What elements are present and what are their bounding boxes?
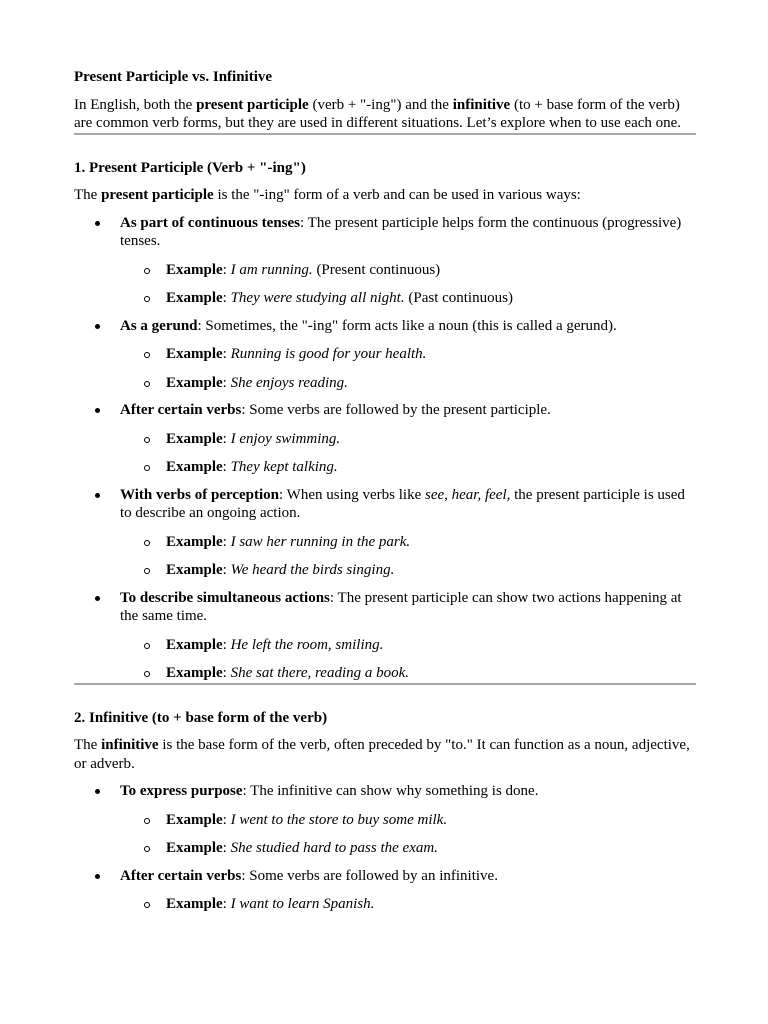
example-sentence: I saw her running in the park. — [230, 533, 411, 550]
para-text: The — [74, 737, 102, 753]
example-sentence: Running is good for your health. — [230, 346, 427, 362]
example-label: Example — [166, 374, 223, 391]
section-divider — [74, 133, 696, 135]
example-sentence: I went to the store to buy some milk. — [230, 811, 448, 828]
example-label: Example — [166, 261, 223, 278]
example-label: Example — [166, 290, 223, 306]
example-label: Example — [166, 533, 223, 550]
section-divider — [74, 683, 696, 685]
intro-text: In English, both the — [74, 96, 197, 113]
example-item — [74, 289, 696, 308]
example-sep: : — [222, 533, 231, 550]
infinitive-usage-list — [74, 782, 696, 914]
example-sep: : — [222, 290, 231, 306]
example-sep: : — [222, 261, 231, 278]
sub-bullet-icon — [144, 902, 150, 908]
item-text: : Some verbs are followed by the present participle. — [241, 402, 551, 418]
example-sep: : — [222, 636, 231, 653]
example-item — [74, 345, 696, 364]
intro-term-present-participle: present participle — [196, 96, 309, 113]
item-text: : The present participle can show two actions happening at the same time. — [120, 589, 682, 624]
para-text: The — [74, 187, 102, 203]
example-sep: : — [222, 430, 231, 447]
sub-bullet-icon — [144, 296, 150, 302]
example-sentence: I enjoy swimming. — [230, 430, 341, 447]
para-term: present participle — [101, 187, 214, 203]
example-list — [120, 430, 696, 477]
item-label: With verbs of perception — [120, 486, 280, 503]
example-note: (Past continuous) — [404, 290, 513, 306]
example-item — [74, 664, 696, 683]
example-label: Example — [166, 636, 223, 653]
bullet-icon — [95, 493, 100, 498]
example-sep: : — [222, 840, 231, 856]
example-item — [74, 895, 696, 914]
para-text: is the base form of the verb, often preceded by "to." It can function as a noun, adjective, or adverb. — [74, 737, 690, 772]
example-label: Example — [166, 346, 223, 362]
example-sentence: She enjoys reading. — [230, 374, 348, 391]
example-sentence: I am running. — [230, 261, 313, 278]
sub-bullet-icon — [144, 465, 150, 471]
document-content — [74, 68, 696, 914]
example-sentence: I want to learn Spanish. — [230, 896, 375, 912]
sub-bullet-icon — [144, 568, 150, 574]
sub-bullet-icon — [144, 540, 150, 546]
intro-text: (verb + "-ing") and the — [308, 96, 453, 113]
example-list — [120, 636, 696, 683]
intro-text: (to + base form of the verb) are common verb forms, but they are used in different situations. Let’s explore when to use each one. — [74, 96, 682, 131]
list-item — [74, 214, 696, 308]
example-label: Example — [166, 896, 223, 912]
item-text: : Some verbs are followed by an infinitive. — [241, 867, 498, 884]
example-list — [120, 261, 696, 308]
sub-bullet-icon — [144, 381, 150, 387]
item-label: To express purpose — [120, 783, 243, 799]
sub-bullet-icon — [144, 671, 150, 677]
item-label: After certain verbs — [120, 867, 242, 884]
example-sep: : — [222, 346, 231, 362]
example-sentence: They kept talking. — [230, 459, 338, 475]
example-label: Example — [166, 811, 223, 828]
example-sentence: He left the room, smiling. — [230, 636, 384, 653]
example-item — [74, 261, 696, 280]
item-text-italic: see, hear, feel — [424, 486, 507, 503]
example-sep: : — [222, 811, 231, 828]
example-item — [74, 839, 696, 858]
example-list — [120, 811, 696, 858]
example-sentence: She studied hard to pass the exam. — [230, 840, 438, 856]
example-sentence: We heard the birds singing. — [230, 562, 395, 578]
present-participle-usage-list — [74, 214, 696, 683]
bullet-icon — [95, 221, 100, 226]
list-item — [74, 867, 696, 914]
example-item — [74, 430, 696, 449]
bullet-icon — [95, 874, 100, 879]
item-text: : When using verbs like — [279, 486, 425, 503]
list-item — [74, 317, 696, 393]
list-item — [74, 401, 696, 477]
section-heading-infinitive: 2. Infinitive (to + base form of the verb) — [74, 709, 328, 726]
example-list — [120, 895, 696, 914]
item-label: As a gerund — [120, 317, 198, 334]
example-label: Example — [166, 840, 223, 856]
sub-bullet-icon — [144, 437, 150, 443]
example-item — [74, 374, 696, 393]
example-sentence: She sat there, reading a book. — [230, 665, 410, 681]
example-sep: : — [222, 896, 231, 912]
section-paragraph — [74, 186, 696, 205]
example-sep: : — [222, 459, 231, 475]
example-sentence: They were studying all night. — [230, 290, 405, 306]
bullet-icon — [95, 408, 100, 413]
example-sep: : — [222, 665, 231, 681]
example-list — [120, 345, 696, 392]
example-label: Example — [166, 665, 223, 681]
list-item — [74, 486, 696, 580]
example-item — [74, 533, 696, 552]
item-text: , the present participle is used to describe an ongoing action. — [120, 486, 685, 521]
section-heading-present-participle: 1. Present Participle (Verb + "-ing") — [74, 159, 306, 176]
bullet-icon — [95, 789, 100, 794]
section-paragraph — [74, 736, 696, 773]
example-item — [74, 636, 696, 655]
sub-bullet-icon — [144, 818, 150, 824]
intro-term-infinitive: infinitive — [452, 96, 511, 113]
para-term: infinitive — [101, 737, 159, 753]
example-note: (Present continuous) — [312, 261, 441, 278]
item-label: To describe simultaneous actions — [120, 589, 330, 606]
item-label: As part of continuous tenses — [120, 214, 301, 231]
sub-bullet-icon — [144, 643, 150, 649]
item-text: : The infinitive can show why something is done. — [242, 783, 539, 799]
item-label: After certain verbs — [120, 402, 242, 418]
item-text: : Sometimes, the "-ing" form acts like a noun (this is called a gerund). — [197, 317, 617, 334]
sub-bullet-icon — [144, 846, 150, 852]
bullet-icon — [95, 324, 100, 329]
example-item — [74, 811, 696, 830]
example-item — [74, 458, 696, 477]
bullet-icon — [95, 596, 100, 601]
list-item — [74, 782, 696, 858]
sub-bullet-icon — [144, 352, 150, 358]
example-sep: : — [222, 374, 231, 391]
example-label: Example — [166, 459, 223, 475]
example-list — [120, 533, 696, 580]
example-sep: : — [222, 562, 231, 578]
example-item — [74, 561, 696, 580]
list-item — [74, 589, 696, 683]
para-text: is the "-ing" form of a verb and can be used in various ways: — [213, 187, 581, 203]
example-label: Example — [166, 562, 223, 578]
sub-bullet-icon — [144, 268, 150, 274]
example-label: Example — [166, 430, 223, 447]
item-text: : The present participle helps form the continuous (progressive) tenses. — [120, 214, 682, 249]
intro-paragraph — [74, 96, 696, 133]
document-title: Present Participle vs. Infinitive — [74, 69, 273, 85]
